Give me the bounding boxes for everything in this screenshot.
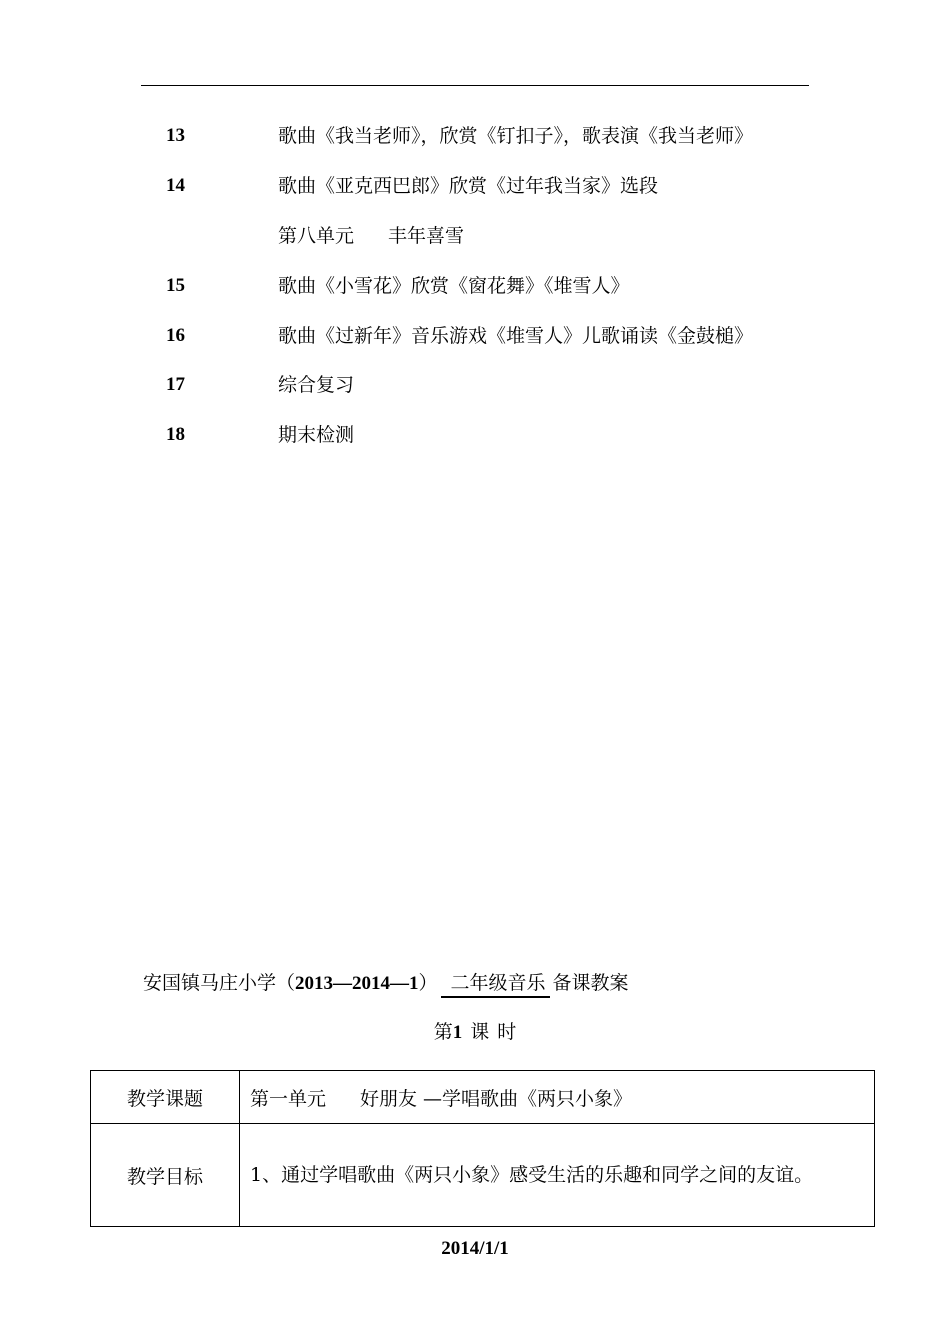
unit-number: 第八单元 [278, 225, 355, 247]
school-year: 2013—2014—1 [295, 973, 419, 994]
schedule-row [0, 420, 950, 450]
week-content: 期末检测 [278, 424, 355, 446]
week-number: 17 [166, 374, 185, 395]
period-prefix: 第 [433, 1021, 453, 1043]
week-number: 16 [166, 325, 185, 346]
period-line [0, 1017, 950, 1048]
period-suffix-b: 时 [497, 1021, 517, 1043]
grade-subject: 二年级音乐 [441, 970, 550, 998]
week-number: 18 [166, 424, 185, 445]
topic-cell [240, 1071, 875, 1124]
doc-type: 备课教案 [552, 972, 629, 994]
week-number: 15 [166, 275, 185, 296]
week-content: 歌曲《过新年》音乐游戏《堆雪人》儿歌诵读《金鼓槌》 [278, 325, 754, 347]
week-content: 歌曲《我当老师》，欣赏《钉扣子》，歌表演《我当老师》 [278, 125, 754, 147]
table-row [91, 1071, 875, 1124]
schedule-row [0, 121, 950, 151]
topic-label: 教学课题 [91, 1071, 240, 1124]
week-content: 歌曲《小雪花》欣赏《窗花舞》《堆雪人》 [278, 275, 630, 297]
school-name: 安国镇马庄小学（ [143, 972, 296, 994]
period-number: 1 [452, 1022, 463, 1043]
lesson-header [143, 968, 629, 999]
period-suffix-a: 课 [470, 1021, 490, 1043]
week-content: 综合复习 [278, 374, 355, 396]
topic-unit: 第一单元 [250, 1087, 327, 1110]
footer-date: 2014/1/1 [441, 1238, 509, 1259]
close-paren: ） [418, 972, 438, 994]
week-number: 14 [166, 175, 185, 196]
schedule-row [0, 271, 950, 301]
topic-value: 好朋友 —学唱歌曲《两只小象》 [360, 1087, 633, 1110]
week-number: 13 [166, 125, 185, 146]
goal-label: 教学目标 [91, 1124, 240, 1227]
unit-title: 丰年喜雪 [388, 225, 465, 247]
goal-value: 1、通过学唱歌曲《两只小象》感受生活的乐趣和同学之间的友谊。 [240, 1124, 875, 1227]
schedule-row [0, 370, 950, 400]
schedule-row [0, 321, 950, 351]
table-row [91, 1124, 875, 1227]
schedule-row [0, 171, 950, 201]
header-rule [141, 85, 809, 86]
unit-heading [278, 221, 464, 251]
lesson-plan-table [90, 1070, 875, 1227]
week-content: 歌曲《亚克西巴郎》欣赏《过年我当家》选段 [278, 175, 659, 197]
